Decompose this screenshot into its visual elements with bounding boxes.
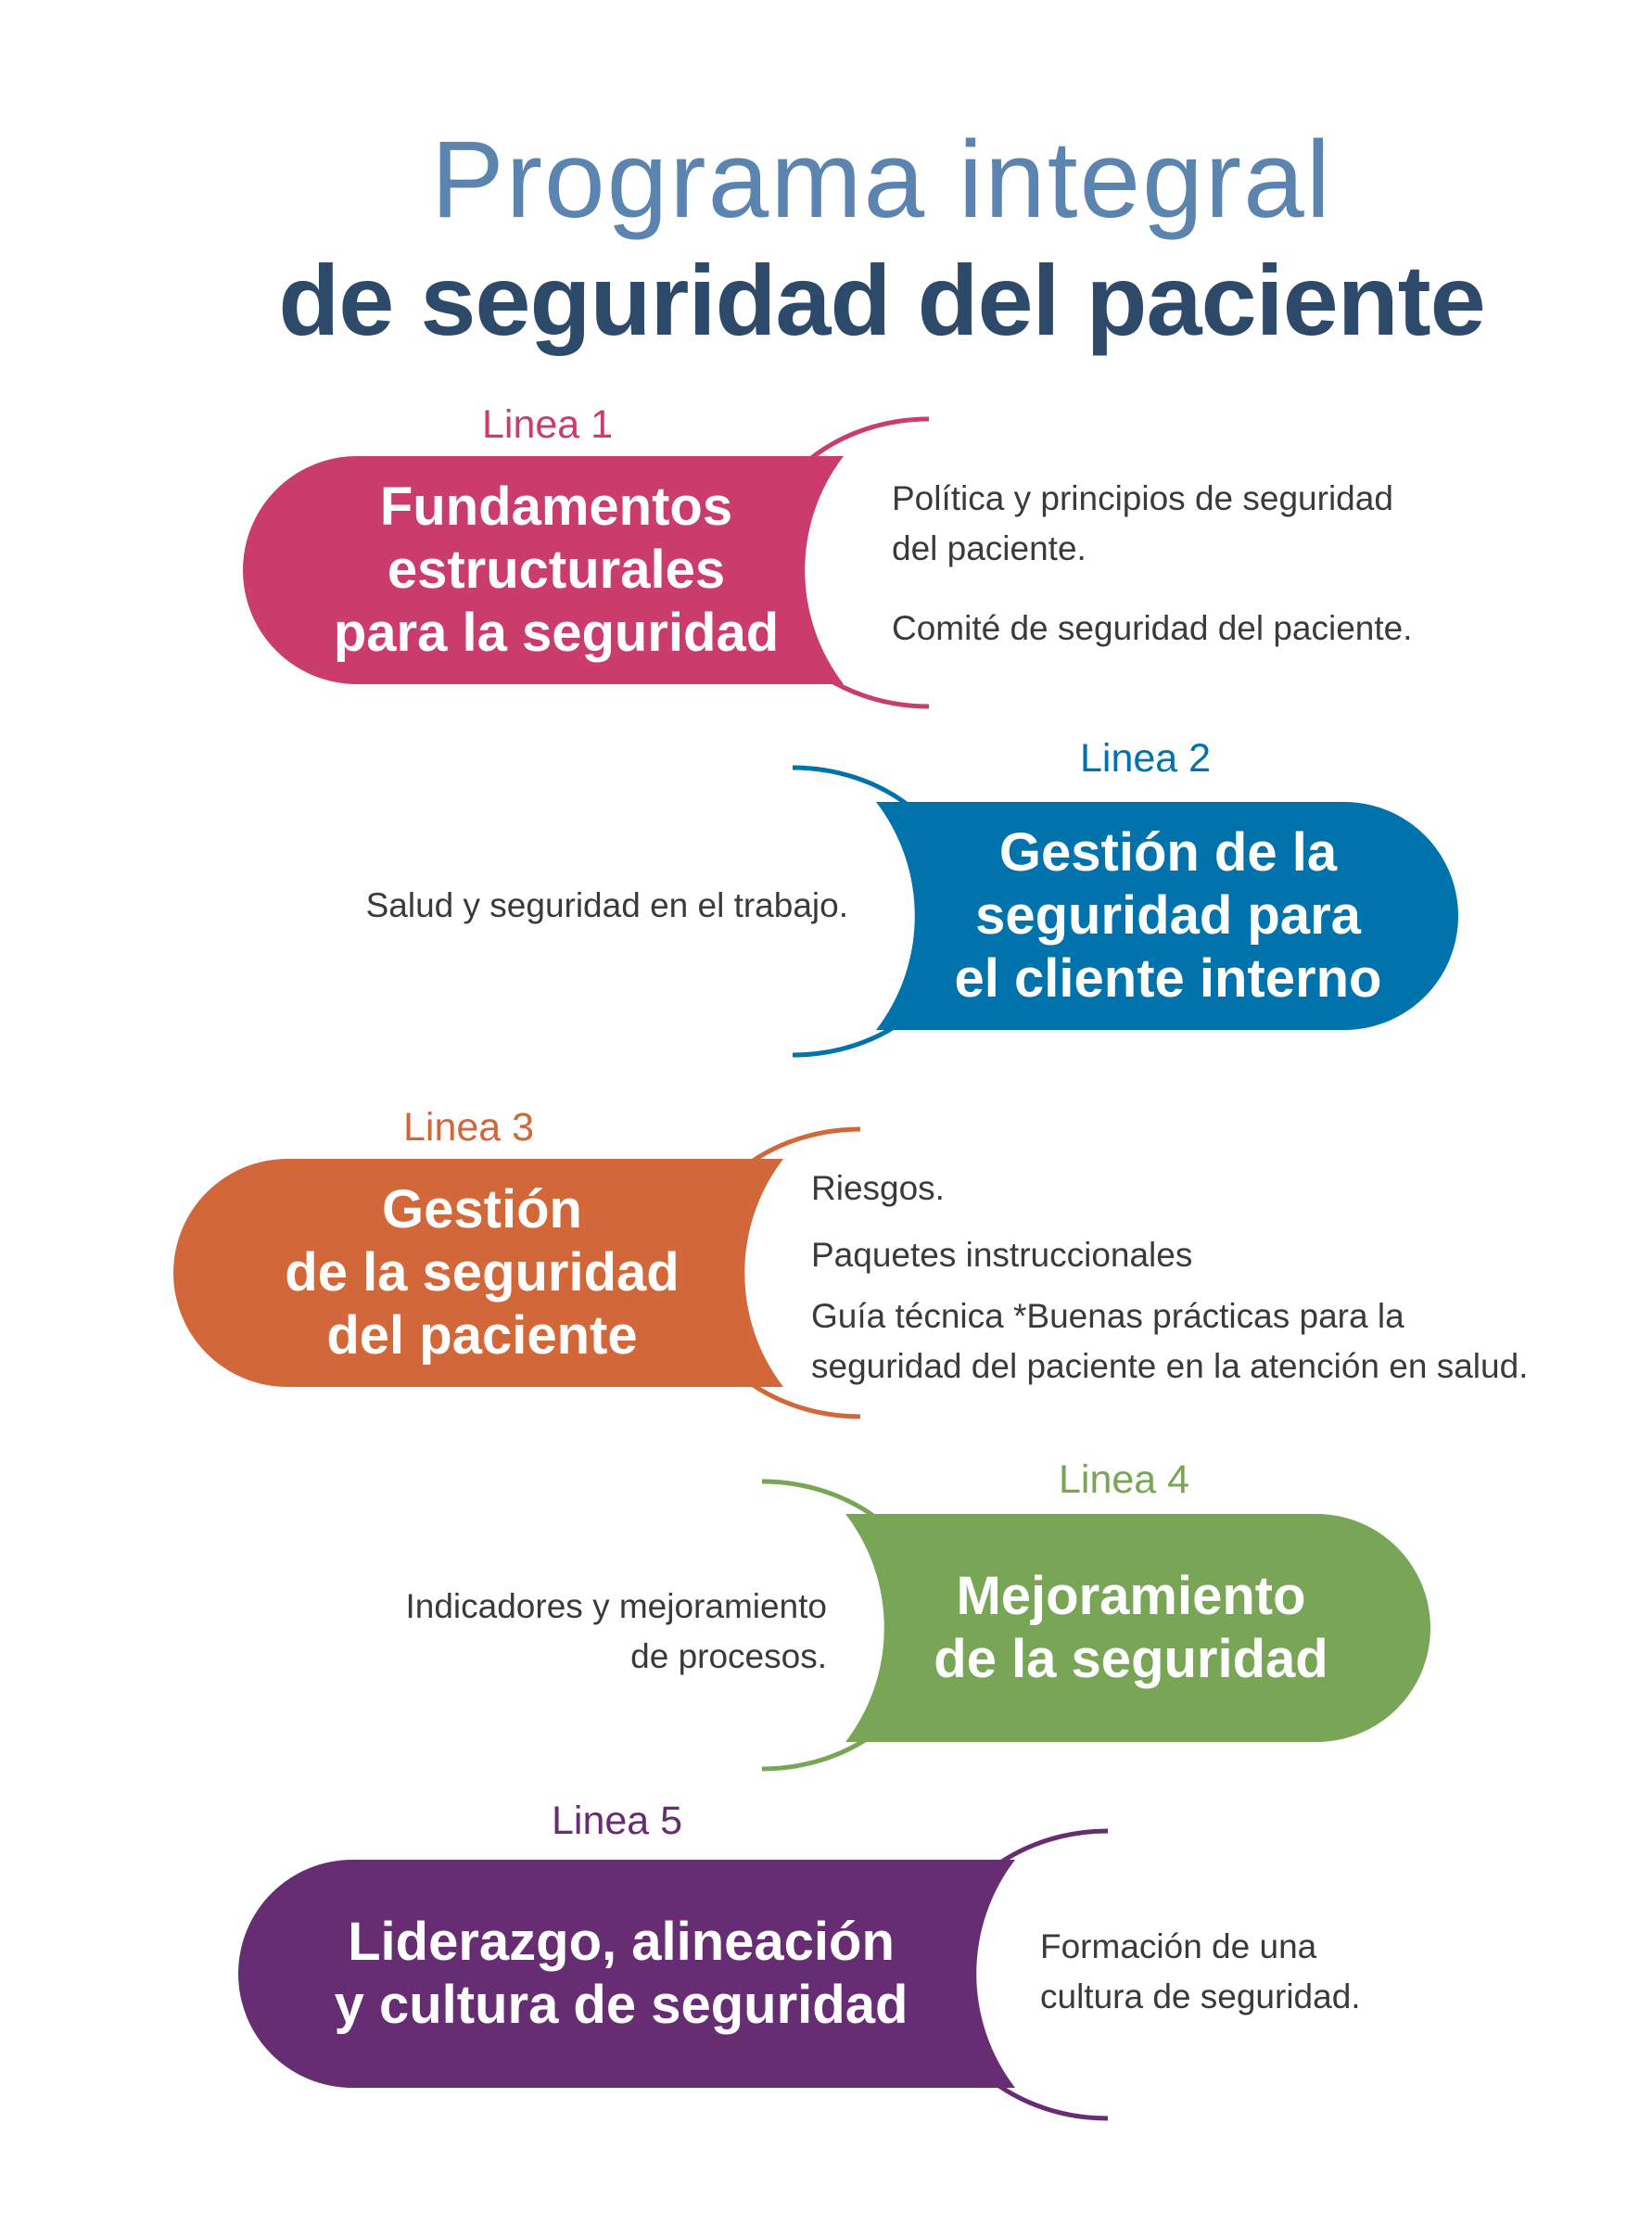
linea-3-heading-line: de la seguridad — [285, 1242, 680, 1303]
linea-4-heading-line: de la seguridad — [934, 1629, 1328, 1689]
linea-3-item: Riesgos. — [811, 1169, 945, 1207]
linea-1-item: Política y principios de seguridad — [892, 479, 1393, 517]
linea-5-item: Formación de una — [1040, 1927, 1317, 1965]
linea-3-item: Guía técnica *Buenas prácticas para la — [811, 1297, 1404, 1335]
linea-5-label: Linea 5 — [552, 1799, 683, 1843]
linea-4-description — [278, 1582, 827, 1682]
linea-4-item: de procesos. — [630, 1637, 827, 1675]
linea-1-heading-line: estructurales — [387, 540, 726, 600]
linea-5-heading-line: y cultura de seguridad — [334, 1975, 909, 2035]
linea-4-heading-line: Mejoramiento — [956, 1566, 1306, 1626]
linea-2-item: Salud y seguridad en el trabajo. — [365, 886, 848, 924]
linea-2-label: Linea 2 — [1080, 736, 1212, 781]
linea-5-item: cultura de seguridad. — [1040, 1977, 1361, 2015]
linea-3-description — [811, 1163, 1528, 1392]
linea-3-label: Linea 3 — [403, 1105, 535, 1150]
linea-4-heading — [853, 1514, 1409, 1742]
linea-2-description — [278, 881, 848, 931]
linea-2-heading-line: el cliente interno — [954, 948, 1382, 1009]
linea-2-heading — [890, 802, 1446, 1030]
linea-1-heading-line: Fundamentos — [379, 477, 733, 537]
linea-2-heading-line: Gestión de la — [998, 822, 1338, 883]
linea-1-item: Comité de seguridad del paciente. — [892, 609, 1413, 647]
title-line-1: Programa integral — [431, 119, 1332, 241]
linea-1-heading-line: para la seguridad — [333, 603, 780, 663]
linea-3-heading-line: del paciente — [326, 1305, 638, 1366]
linea-1-label: Linea 1 — [482, 402, 614, 447]
linea-1-heading — [278, 456, 834, 684]
linea-2-heading-line: seguridad para — [975, 885, 1361, 946]
linea-1-description — [892, 474, 1413, 654]
linea-3-heading — [204, 1159, 760, 1387]
title-line-2: de seguridad del paciente — [278, 244, 1485, 356]
linea-4-label: Linea 4 — [1059, 1457, 1190, 1502]
linea-3-item: Paquetes instruccionales — [811, 1236, 1193, 1274]
linea-5-heading — [269, 1860, 973, 2088]
linea-5-heading-line: Liderazgo, alineación — [348, 1912, 895, 1972]
linea-5-description — [1040, 1922, 1361, 2022]
linea-3-item: seguridad del paciente en la atención en salud. — [811, 1347, 1529, 1385]
linea-1-item: del paciente. — [892, 529, 1087, 567]
linea-4-item: Indicadores y mejoramiento — [405, 1587, 827, 1625]
linea-3-heading-line: Gestión — [382, 1179, 582, 1240]
